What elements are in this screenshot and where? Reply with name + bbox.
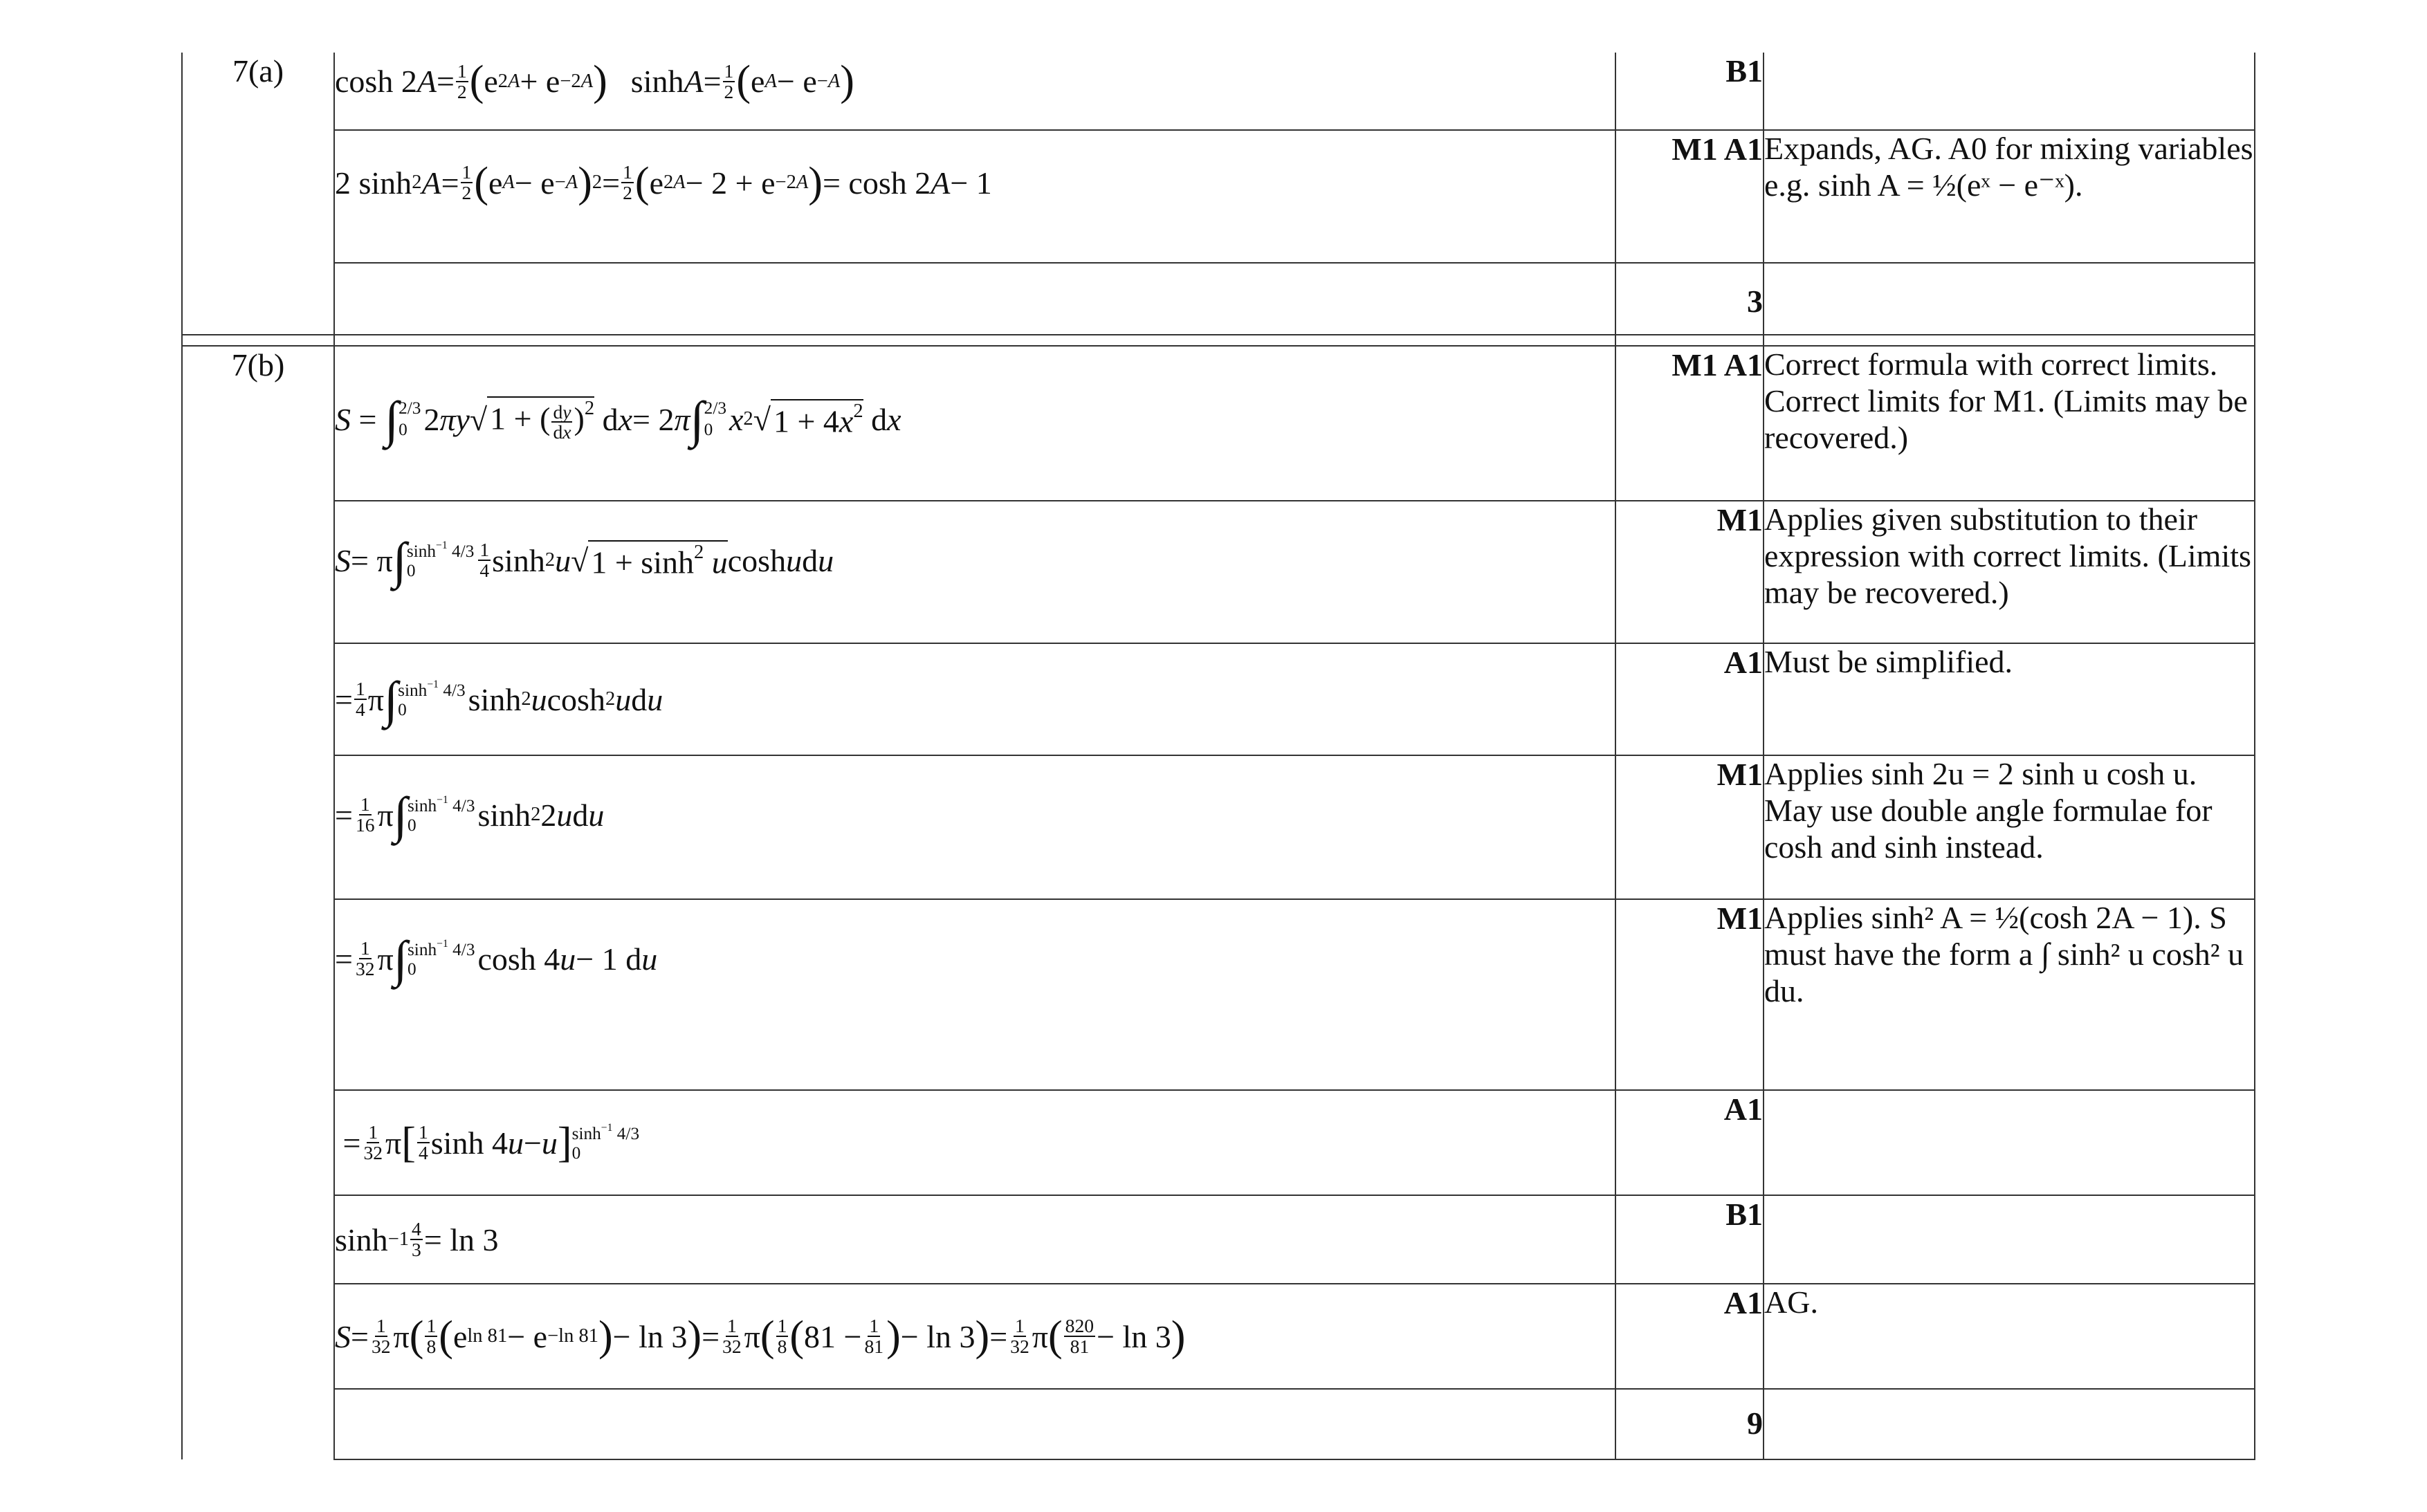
- answer-7b-4: = 1 16 π ∫ $\sinh^{-1} 4/3$ 0 sinh 2 2 u d u: [334, 755, 1615, 899]
- question-label-7a: 7(a): [182, 53, 334, 335]
- mark-7a-2: M1 A1: [1615, 130, 1764, 263]
- answer-7b-7: sinh −1 4 3 = ln 3: [334, 1195, 1615, 1284]
- answer-7b-5: = 1 32 π ∫ $\sinh^{-1} 4/3$ 0 cosh 4 u − 1 d u: [334, 899, 1615, 1090]
- answer-7a-1: cosh 2 A = 1 2 ( e 2A + e −2A ) sinh A = 1 2 ( e A − e −A ): [334, 53, 1615, 130]
- guidance-7b-5: Applies sinh² A = ½(cosh 2A − 1). S must have the form a ∫ sinh² u cosh² u du.: [1764, 899, 2255, 1090]
- mark-7a-total: 3: [1615, 263, 1764, 335]
- mark-7b-6: A1: [1615, 1090, 1764, 1195]
- mark-7b-2: M1: [1615, 501, 1764, 643]
- answer-7b-8: S = 1 32 π ( 1 8 ( e ln 81 − e −ln 81 ) − ln 3 ) = 1 32 π ( 1 8 ( 81 − 1 81 ) − ln 3 ) = 1 32 π ( 820 81 − ln 3 ): [334, 1284, 1615, 1389]
- mark-7b-5: M1: [1615, 899, 1764, 1090]
- guidance-7b-8: AG.: [1764, 1284, 2255, 1389]
- mark-7b-1: M1 A1: [1615, 346, 1764, 501]
- answer-7b-3: = 1 4 π ∫ $\sinh^{-1} 4/3$ 0 sinh 2 u cosh 2 u d u: [334, 643, 1615, 755]
- guidance-7b-4: Applies sinh 2u = 2 sinh u cosh u. May use double angle formulae for cosh and sinh instead.: [1764, 755, 2255, 899]
- answer-7a-2: 2 sinh 2 A = 1 2 ( e A − e −A ) 2 = 1 2 ( e 2A − 2 + e −2A ) = cosh 2 A − 1: [334, 130, 1615, 263]
- guidance-7a-3: [1764, 263, 2255, 335]
- guidance-7b-2: Applies given substitution to their expression with correct limits. (Limits may be recovered.): [1764, 501, 2255, 643]
- answer-7b-9: [334, 1389, 1615, 1459]
- mark-7a-1: B1: [1615, 53, 1764, 130]
- question-label-7b: 7(b): [182, 346, 334, 1459]
- mark-7b-total: 9: [1615, 1389, 1764, 1459]
- mark-scheme-table: [181, 53, 2255, 1460]
- guidance-7b-7: [1764, 1195, 2255, 1284]
- answer-7a-3: [334, 263, 1615, 335]
- mark-7b-7: B1: [1615, 1195, 1764, 1284]
- guidance-7b-3: Must be simplified.: [1764, 643, 2255, 755]
- guidance-7b-6: [1764, 1090, 2255, 1195]
- answer-7b-6: = 1 32 π [ 1 4 sinh 4 u − u ] $\sinh^{-1} 4/3$ 0: [334, 1090, 1615, 1195]
- guidance-7b-1: Correct formula with correct limits. Correct limits for M1. (Limits may be recovered.): [1764, 346, 2255, 501]
- guidance-7b-9: [1764, 1389, 2255, 1459]
- answer-7b-2: S = π ∫ $\sinh^{-1} 4/3$ 0 1 4 sinh 2 u √ $1 + \sinh^2 u$ cosh u d u: [334, 501, 1615, 643]
- mark-7b-4: M1: [1615, 755, 1764, 899]
- guidance-7a-2: Expands, AG. A0 for mixing variables e.g. sinh A = ½(eˣ − e⁻ˣ).: [1764, 130, 2255, 263]
- mark-7b-3: A1: [1615, 643, 1764, 755]
- answer-7b-1: S = ∫ 2/3 0 2 π y √ 1 + ( $\frac{dy}{dx}$ )$^2$ d x = 2 π ∫ 2/3 0 x 2 √ $1 + 4x^2$ d x: [334, 346, 1615, 501]
- guidance-7a-1: [1764, 53, 2255, 130]
- mark-7b-8: A1: [1615, 1284, 1764, 1389]
